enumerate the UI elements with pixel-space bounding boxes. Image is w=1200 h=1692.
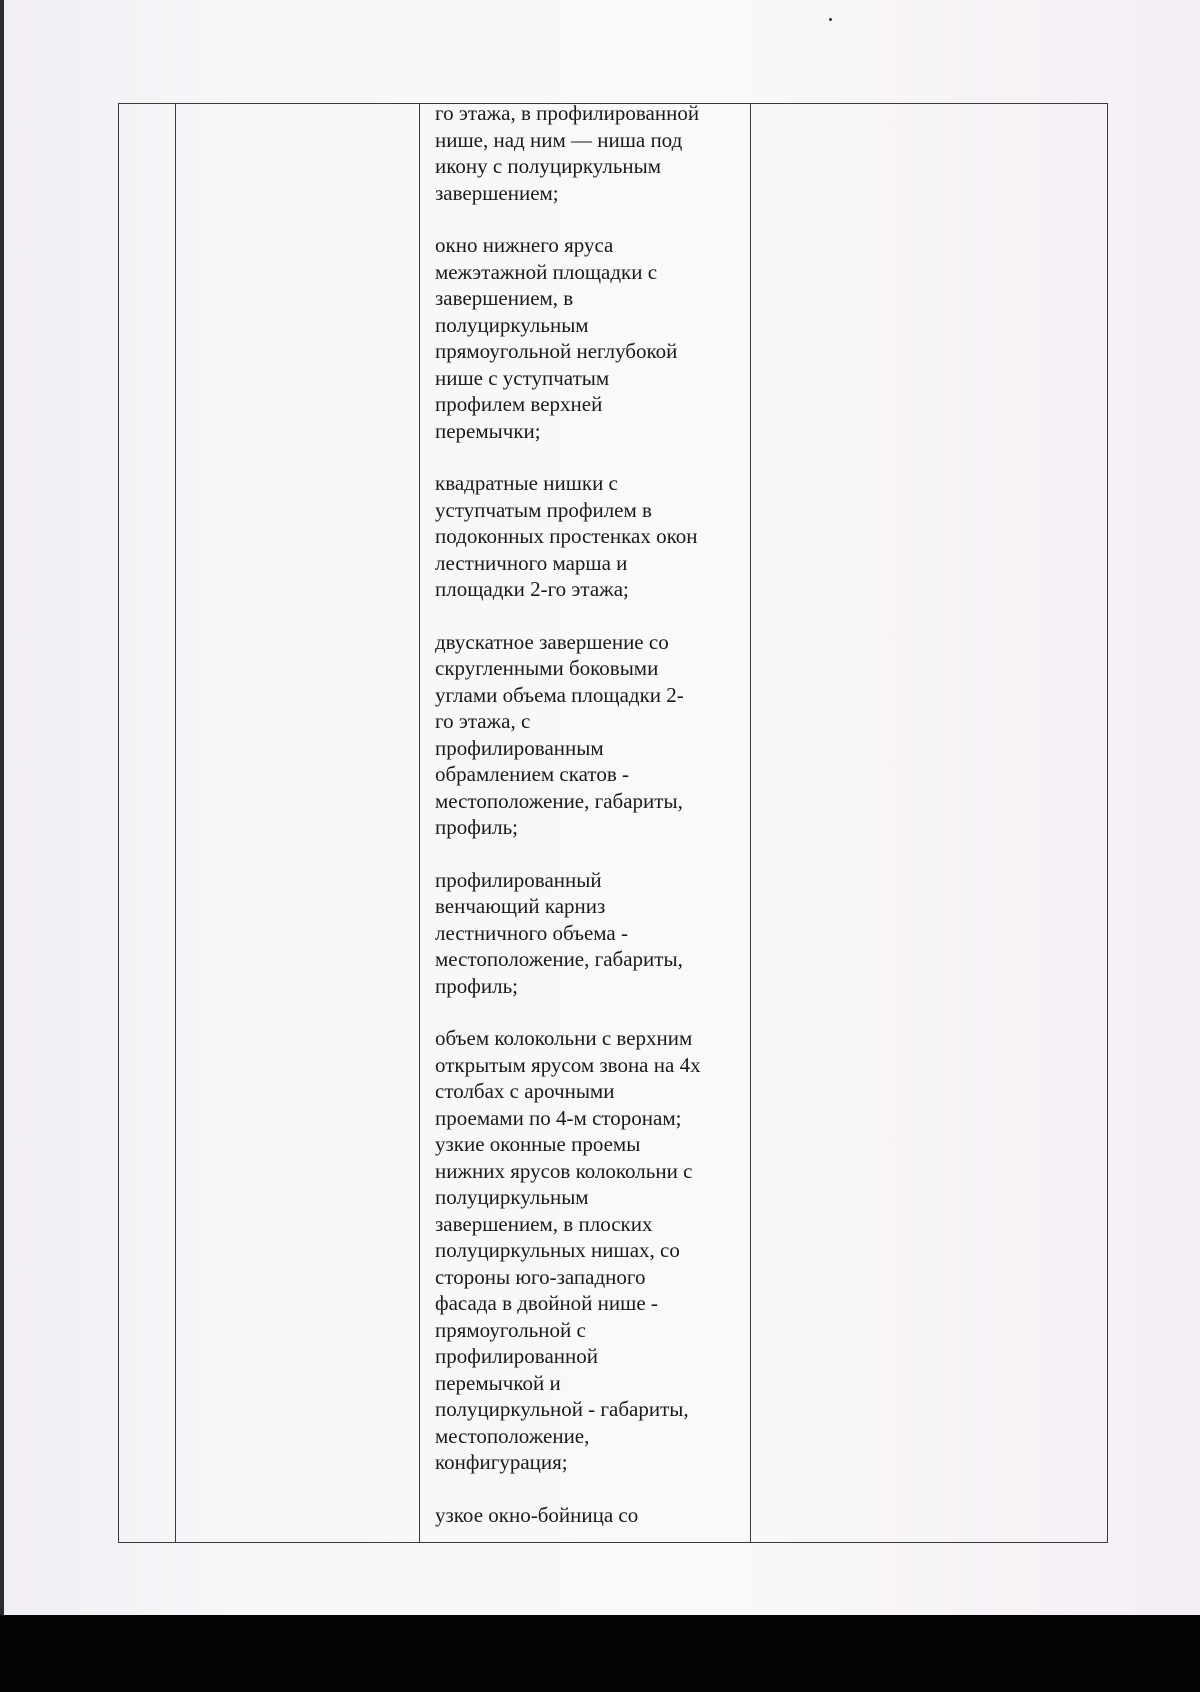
description-cell [435, 101, 755, 1528]
table-column-divider-1 [175, 104, 176, 1542]
paragraph-square-niches: квадратные нишки с уступчатым профилем в подоконных простенках окон лестничного марша и площадки 2-го этажа; [435, 471, 698, 601]
paragraph-lower-tier-window: окно нижнего яруса межэтажной площадки с завершением, в полуциркульным прямоугольной неглубокой нише с уступчатым профилем верхней перемычки; [435, 233, 678, 443]
paragraph-cornice: профилированный венчающий карниз лестничного объема - местоположение, габариты, профиль; [435, 867, 683, 998]
scan-edge-shadow [0, 0, 4, 1615]
paragraph-loophole-window: узкое окно-бойница со [435, 1502, 639, 1527]
paragraph-gable-ending: двускатное завершение со скругленными боковыми углами объема площадки 2- го этажа, с профилированным обрамлением скатов - местоположение, габариты, профиль; [435, 629, 684, 839]
scan-speck [829, 18, 832, 21]
document-table [118, 103, 1108, 1543]
paragraph-window-niche: го этажа, в профилированной нише, над ним — ниша под икону с полуциркульным завершением; [435, 101, 700, 205]
table-column-divider-2 [419, 104, 420, 1542]
scan-bottom-border [0, 1615, 1200, 1692]
paragraph-bell-tower: объем колокольни с верхним открытым ярусом звона на 4х столбах с арочными проемами по 4-м сторонам; узкие оконные проемы нижних ярусов колокольни с полуциркульным завершением, в плоских полуциркульных нишах, со стороны юго-западного фасада в двойной нише - прямоугольной с профилированной перемычкой и полуциркульной - габариты, местоположение, конфигурация; [435, 1026, 701, 1474]
